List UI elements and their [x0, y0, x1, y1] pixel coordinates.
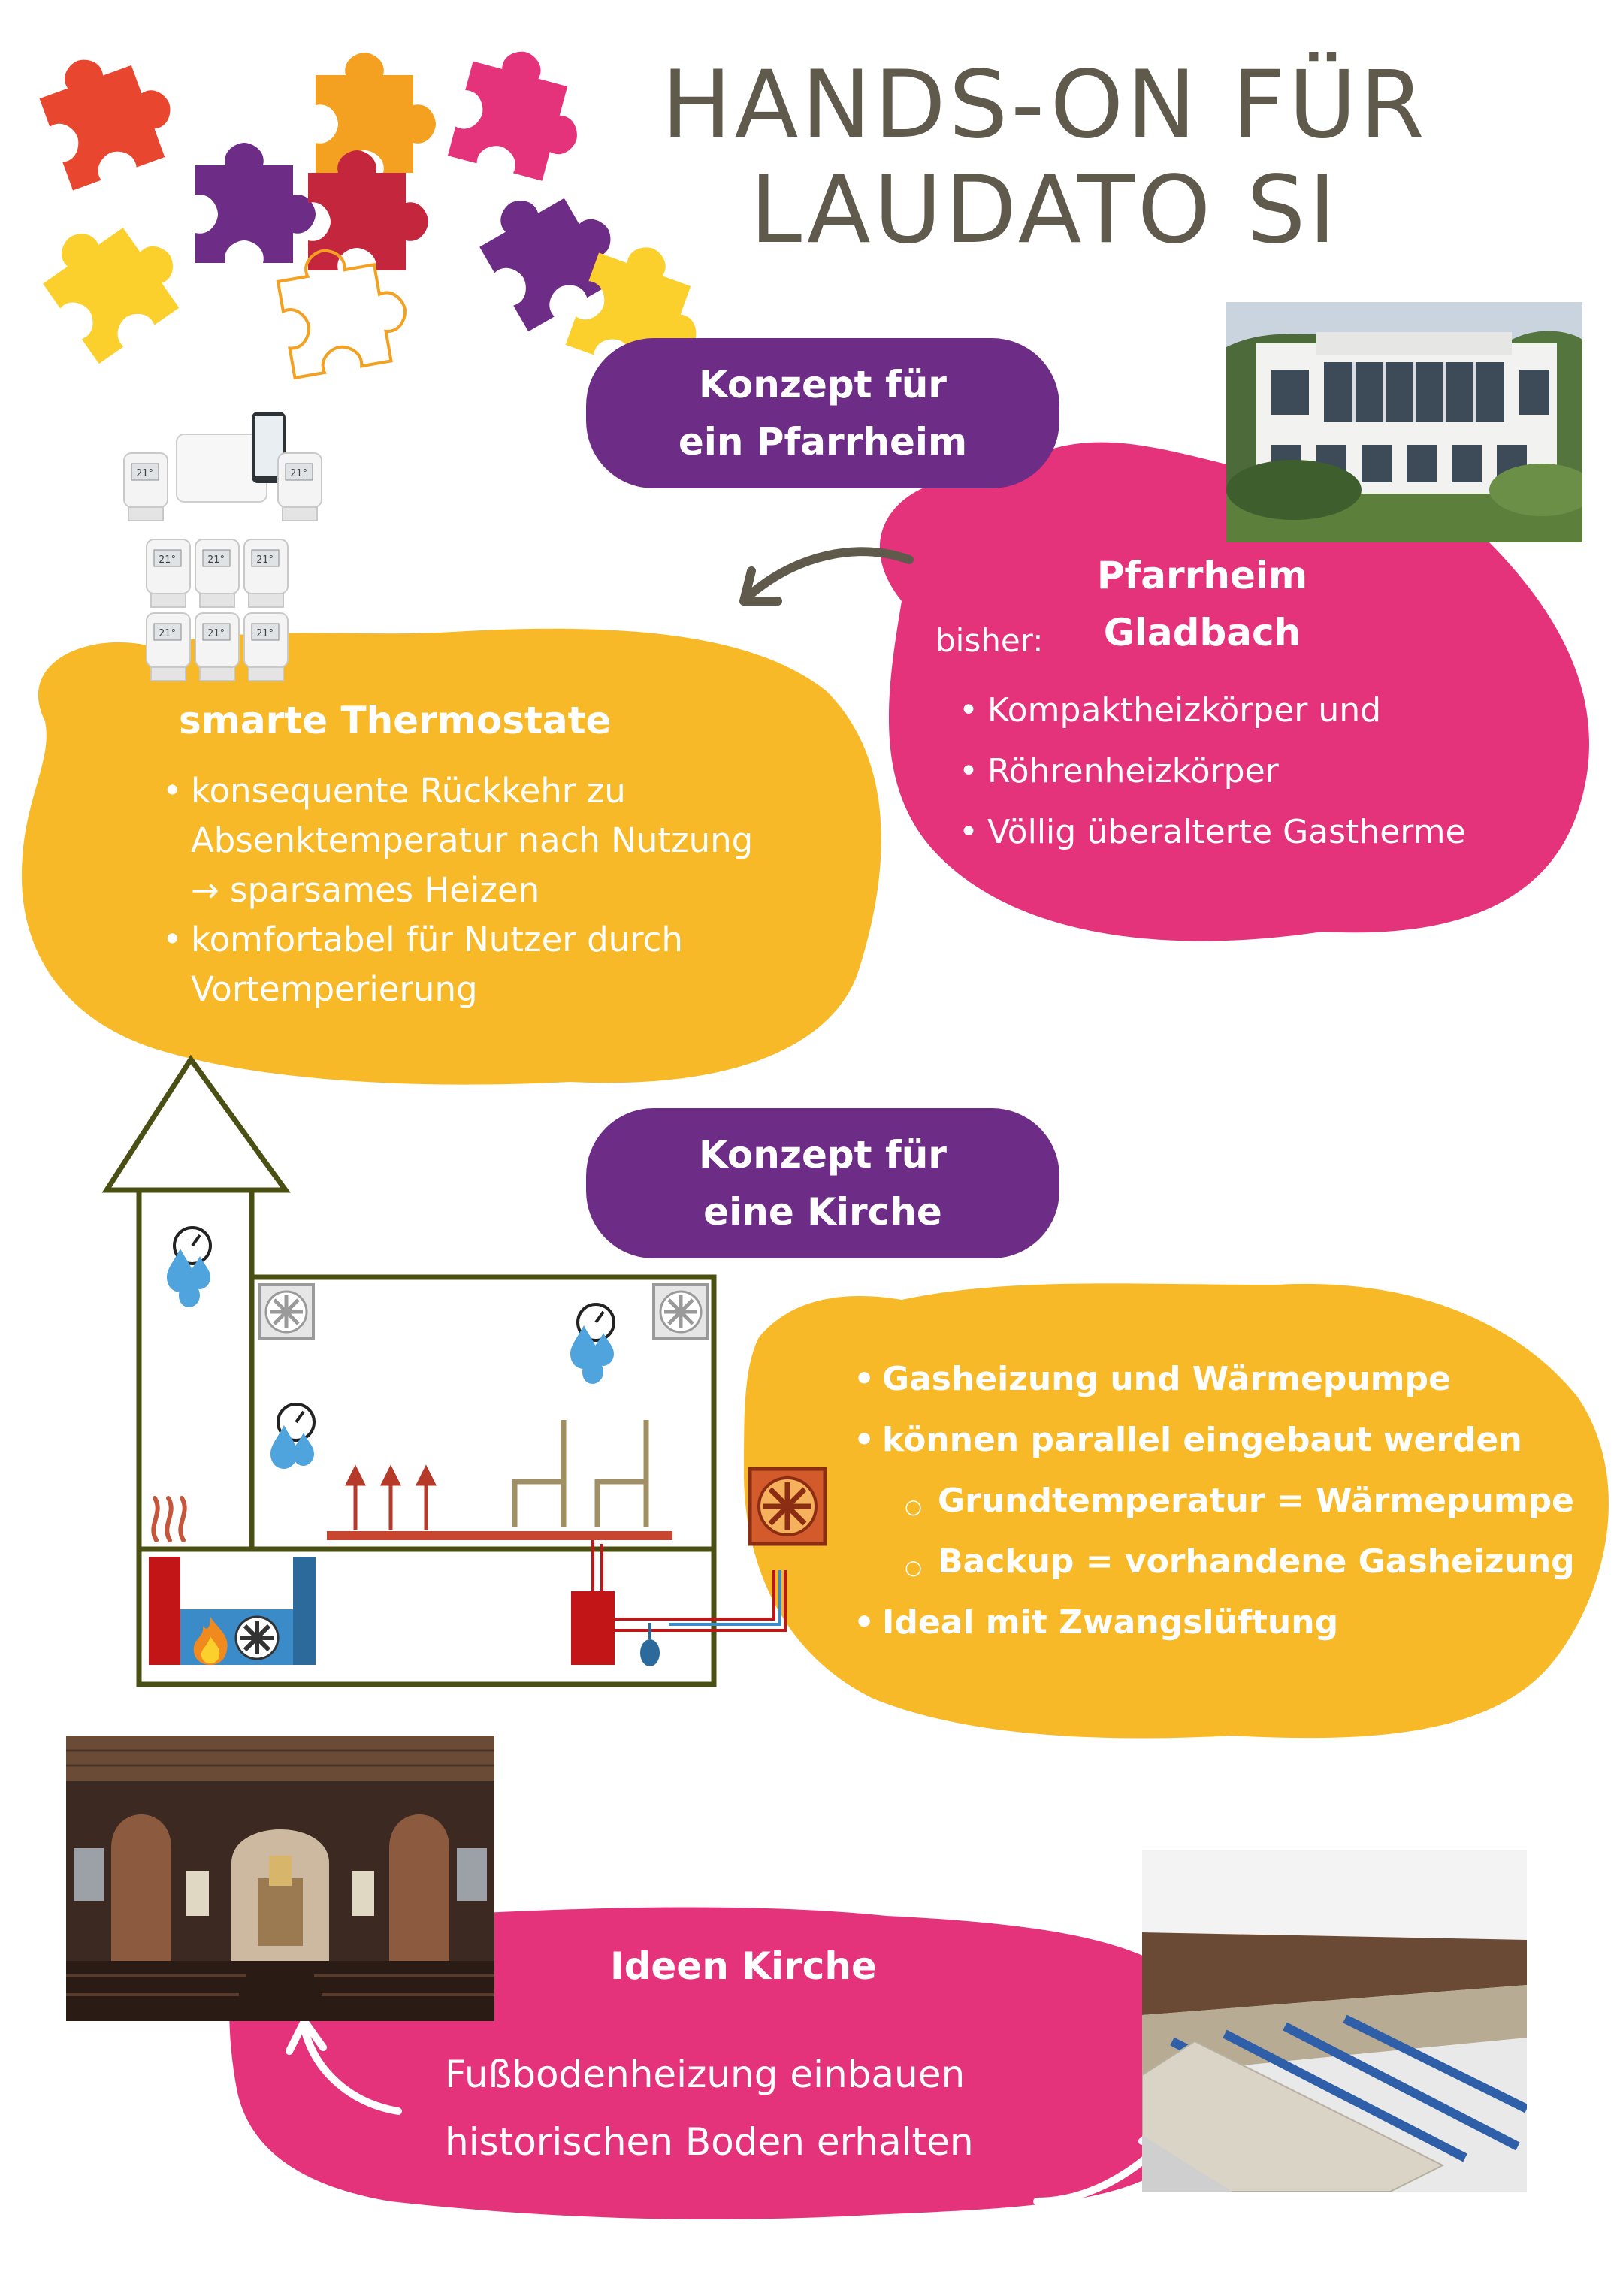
concept-kirche-line-1: Konzept für	[699, 1133, 947, 1177]
thermostat-icon	[244, 613, 288, 681]
title-line-1: HANDS-ON FÜR	[661, 51, 1428, 159]
heat-wave-icon	[153, 1498, 184, 1540]
ideen-line-2: historischen Boden erhalten	[445, 2120, 974, 2164]
thermostat-icon	[195, 539, 239, 607]
pfarrheim-heading-line-1: Pfarrheim	[1096, 554, 1308, 597]
list-item: • Kompaktheizkörper und	[954, 680, 1570, 741]
list-item: • Röhrenheizkörper	[954, 741, 1570, 802]
church-interior-photo	[66, 1736, 494, 2021]
thermostat-icon	[124, 453, 168, 521]
church-heating-diagram	[98, 1052, 849, 1705]
list-item: ○ Backup = vorhandene Gasheizung	[849, 1531, 1600, 1592]
underfloor-heating-photo	[1142, 1850, 1527, 2192]
thermostate-list	[158, 766, 834, 1014]
list-item: • Völlig überalterte Gastherme	[954, 802, 1570, 863]
pfarrheim-heading-line-2: Gladbach	[1103, 611, 1301, 654]
fan-icon	[236, 1617, 278, 1659]
smart-thermostat-product-image: 21°	[120, 412, 338, 690]
list-item: ○ Grundtemperatur = Wärmepumpe	[849, 1470, 1600, 1531]
list-item: • Ideal mit Zwangslüftung	[849, 1592, 1600, 1653]
pfarrheim-building-photo	[1226, 302, 1582, 542]
pfarrheim-list	[954, 680, 1570, 863]
chair-icon	[597, 1420, 646, 1527]
list-item: • können parallel eingebaut werden	[849, 1409, 1600, 1470]
thermostate-heading: smarte Thermostate	[179, 699, 612, 742]
list-item: • Gasheizung und Wärmepumpe	[849, 1349, 1600, 1409]
concept-pfarrheim-line-2: ein Pfarrheim	[678, 420, 968, 464]
thermostat-icon	[278, 453, 322, 521]
heat-arrow-icon	[348, 1469, 434, 1530]
concept-kirche-line-2: eine Kirche	[703, 1190, 942, 1234]
pfarrheim-prefix: bisher:	[935, 622, 1044, 659]
list-item-line: Absenktemperatur nach Nutzung	[191, 820, 754, 860]
kirche-details-list	[849, 1349, 1600, 1653]
chair-icon	[515, 1420, 564, 1527]
ideen-line-1: Fußbodenheizung einbauen	[445, 2053, 966, 2096]
list-item-line: • konsequente Rückkehr zu	[191, 771, 626, 811]
thermostat-icon	[195, 613, 239, 681]
list-item	[158, 915, 834, 1014]
thermostat-icon	[147, 613, 190, 681]
concept-pfarrheim-line-1: Konzept für	[699, 363, 947, 406]
pfarrheim-heading	[1067, 547, 1337, 661]
list-item-line: • komfortabel für Nutzer durch	[191, 920, 683, 959]
list-item-line: Vortemperierung	[191, 969, 478, 1009]
concept-pfarrheim-badge	[586, 338, 1059, 488]
list-item-line: → sparsames Heizen	[191, 870, 540, 910]
thermostat-icon	[244, 539, 288, 607]
ideen-heading: Ideen Kirche	[610, 1944, 877, 1988]
fan-icon	[750, 1469, 825, 1544]
thermostat-icon	[147, 539, 190, 607]
list-item	[158, 766, 834, 915]
title-line-2: LAUDATO SI	[749, 156, 1340, 264]
fan-icon	[259, 1285, 313, 1339]
fan-icon	[654, 1285, 708, 1339]
